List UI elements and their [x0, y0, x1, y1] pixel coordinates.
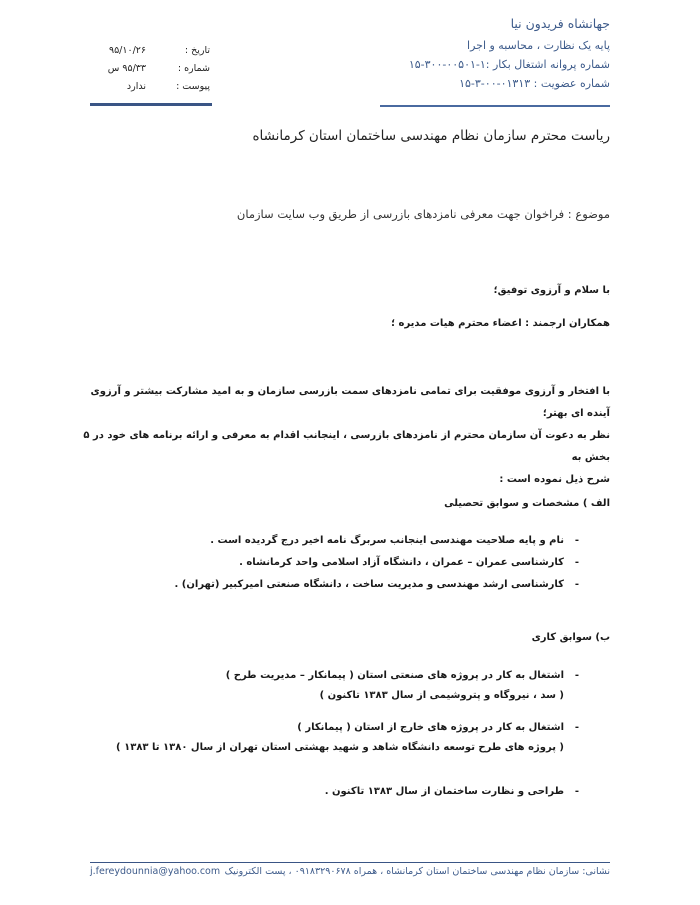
header-divider-right — [380, 105, 610, 107]
work-item: - اشتغال به کار در پروژه های خارج از استان ( پیمانکار ) ( پروژه های طرح توسعه دانشگاه شاهد و شهید بهشتی استان تهران از سال ۱۳۸۰ تا ۱۳۸۳ ) — [30, 718, 590, 758]
meta-number: شماره : ۹۵/۳۳ س — [107, 63, 210, 74]
subject: موضوع : فراخوان جهت معرفی نامزدهای بازرسی از طریق وب سایت سازمان — [236, 207, 610, 221]
greeting: با سلام و آرزوی توفیق؛ — [493, 285, 610, 296]
footer-divider — [90, 862, 610, 863]
body-line: نظر به دعوت آن سازمان محترم از نامزدهای بازرسی ، اینجانب اقدام به معرفی و ارائه برنامه های خود در ۵ بخش به — [83, 430, 610, 463]
meta-attachment: پیوست : ندارد — [126, 81, 210, 92]
section-a-list — [70, 530, 590, 596]
footer — [90, 866, 610, 877]
license-number: شماره پروانه اشتغال بکار :۱-۰۰۵۰۱-۳۰۰-۱۵ — [408, 58, 610, 71]
meta-date: تاریخ : ۹۵/۱۰/۲۶ — [108, 45, 210, 56]
salutation: همکاران ارجمند : اعضاء محترم هیات مدیره ؛ — [391, 318, 610, 329]
body-line: شرح ذیل نموده است : — [499, 474, 610, 485]
work-item: - اشتغال به کار در پروژه های صنعتی استان ( پیمانکار – مدیریت طرح ) ( سد ، نیروگاه و پتروشیمی از سال ۱۳۸۳ تاکنون ) — [30, 666, 590, 706]
footer-email[interactable]: j.fereydounnia@yahoo.com — [90, 866, 221, 877]
letter-meta — [90, 42, 210, 96]
work-item-detail: ( سد ، نیروگاه و پتروشیمی از سال ۱۳۸۳ تاکنون ) — [319, 690, 564, 701]
sender-qualification: پایه یک نظارت ، محاسبه و اجرا — [467, 39, 610, 52]
body-line: با افتخار و آرزوی موفقیت برای تمامی نامزدهای سمت بازرسی سازمان و به امید مشارکت بیشتر و آرزوی آینده ای بهتر؛ — [90, 386, 610, 419]
work-item-detail: ( پروژه های طرح توسعه دانشگاه شاهد و شهید بهشتی استان تهران از سال ۱۳۸۰ تا ۱۳۸۳ ) — [116, 742, 564, 753]
list-item: - کارشناسی ارشد مهندسی و مدیریت ساخت ، دانشگاه صنعتی امیرکبیر (تهران) . — [174, 579, 580, 590]
recipient: ریاست محترم سازمان نظام مهندسی ساختمان استان کرمانشاه — [252, 128, 610, 144]
body-paragraph — [75, 381, 610, 491]
footer-address: نشانی: سازمان نظام مهندسی ساختمان استان کرمانشاه ، همراه ۰۹۱۸۳۲۹۰۶۷۸ ، پست الکترونیک — [224, 866, 610, 877]
header-divider-left — [90, 103, 212, 106]
letterhead — [250, 14, 610, 93]
list-item: - نام و پایه صلاحیت مهندسی اینجانب سربرگ نامه اخیر درج گردیده است . — [210, 535, 580, 546]
sender-name: جهانشاه فریدون نیا — [510, 16, 610, 31]
section-b-title: ب) سوابق کاری — [531, 632, 610, 643]
membership-number: شماره عضویت : ۰۱۳۱۳-۰۰-۳-۱۵ — [459, 77, 610, 90]
work-item: - طراحی و نظارت ساختمان از سال ۱۳۸۳ تاکنون . — [324, 786, 580, 797]
section-a-title: الف ) مشخصات و سوابق تحصیلی — [444, 498, 610, 509]
list-item: - کارشناسی عمران – عمران ، دانشگاه آزاد اسلامی واحد کرمانشاه . — [239, 557, 580, 568]
